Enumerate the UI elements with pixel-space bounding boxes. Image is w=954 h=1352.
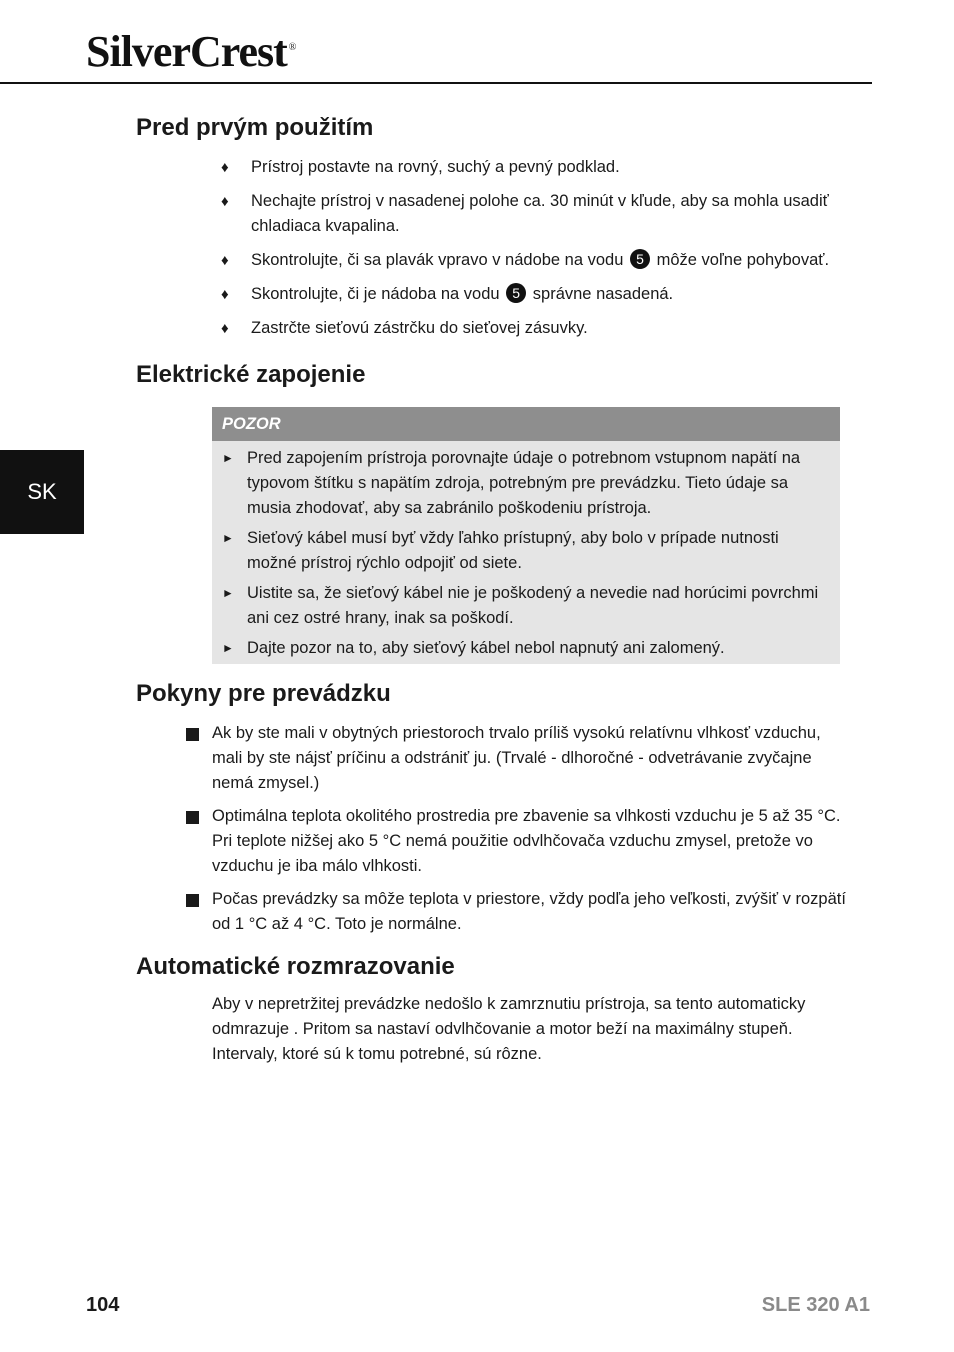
arrow-bullet-icon: ► [222,641,234,655]
list-item [186,721,846,796]
list-item-text: správne nasadená. [532,285,674,303]
heading-before-first-use: Pred prvým použitím [136,114,374,141]
defrost-paragraph: Aby v nepretržitej prevádzke nedošlo k zamrznutiu prístroja, sa tento automaticky odmrazuje . Pritom sa nastaví odvlhčovanie a motor beží na maximálny stupeň. Intervaly, ktoré sú k tomu potrebné, sú rôzne. [212,995,806,1063]
list-item-text: Pred zapojením prístroja porovnajte údaje o potrebnom vstupnom napätí na typovom štítku s napätím zdroja, potrebným pre prevádzku. Tieto údaje sa musia zhodovať, aby sa zabránilo poškodeniu prístroja. [247,449,801,517]
brand-logo [86,27,296,76]
header-rule [0,82,872,84]
page-number: 104 [86,1294,120,1316]
list-item-text: Skontrolujte, či je nádoba na vodu [251,285,500,303]
list-item [222,446,832,521]
list-item-text: Ak by ste mali v obytných priestoroch trvalo príliš vysokú relatívnu vlhkosť vzduchu, mali by ste nájsť príčinu a odstrániť ju. (Trvalé - dlhoročné - odvetrávanie zvyčajne nemá zmysel.) [212,724,821,792]
arrow-bullet-icon: ► [222,586,234,600]
list-item [222,526,832,576]
list-item [214,155,854,180]
heading-defrost: Automatické rozmrazovanie [136,953,455,980]
arrow-bullet-icon: ► [222,451,234,465]
diamond-bullet-icon: ♦ [221,159,229,176]
list-item-text: môže voľne pohybovať. [656,251,830,269]
diamond-bullet-icon: ♦ [221,252,229,269]
list-item-text: Uistite sa, že sieťový kábel nie je poškodený a nevedie nad horúcimi povrchmi ani cez ostré hrany, inak sa poškodí. [247,584,819,627]
ref-number-badge: 5 [630,249,650,269]
operation-list [186,721,846,945]
list-item [222,581,832,631]
square-bullet-icon [186,811,199,824]
heading-operation: Pokyny pre prevádzku [136,680,391,707]
list-item [214,248,854,273]
list-item-text: Počas prevádzky sa môže teplota v priestore, vždy podľa jeho veľkosti, zvýšiť v rozpätí od 1 °C až 4 °C. Toto je normálne. [212,890,846,933]
list-item [222,636,832,661]
heading-electrical: Elektrické zapojenie [136,361,366,388]
list-item-text: Prístroj postavte na rovný, suchý a pevný podklad. [251,158,620,176]
arrow-bullet-icon: ► [222,531,234,545]
ref-number-badge: 5 [506,283,526,303]
square-bullet-icon [186,728,199,741]
warning-label: POZOR [212,407,840,441]
warning-box [212,407,840,664]
list-item-text: Sieťový kábel musí byť vždy ľahko prístupný, aby bolo v prípade nutnosti možné prístroj rýchlo odpojiť od siete. [247,529,779,572]
model-number: SLE 320 A1 [761,1294,870,1316]
warning-list [222,446,832,666]
logo-text: SilverCrest [86,27,287,76]
list-item-text: Optimálna teplota okolitého prostredia pre zbavenie sa vlhkosti vzduchu je 5 až 35 °C. Pri teplote nižšej ako 5 °C nemá použitie odvlhčovača vzduchu zmysel, pretože vo vzduchu je iba málo vlhkosti. [212,807,841,875]
list-item [214,282,854,307]
list-item-text: Dajte pozor na to, aby sieťový kábel nebol napnutý ani zalomený. [247,639,725,657]
list-item-text: Zastrčte sieťovú zástrčku do sieťovej zásuvky. [251,319,588,337]
list-item [214,316,854,341]
diamond-bullet-icon: ♦ [221,193,229,210]
language-tab: SK [0,450,84,534]
list-item [214,189,854,239]
registered-mark: ® [288,42,296,54]
list-item-text: Skontrolujte, či sa plavák vpravo v nádobe na vodu [251,251,624,269]
before-first-use-list [214,155,854,350]
diamond-bullet-icon: ♦ [221,320,229,337]
list-item [186,804,846,879]
list-item-text: Nechajte prístroj v nasadenej polohe ca. 30 minút v kľude, aby sa mohla usadiť chladiaca kvapalina. [251,192,829,235]
diamond-bullet-icon: ♦ [221,286,229,303]
list-item [186,887,846,937]
square-bullet-icon [186,894,199,907]
